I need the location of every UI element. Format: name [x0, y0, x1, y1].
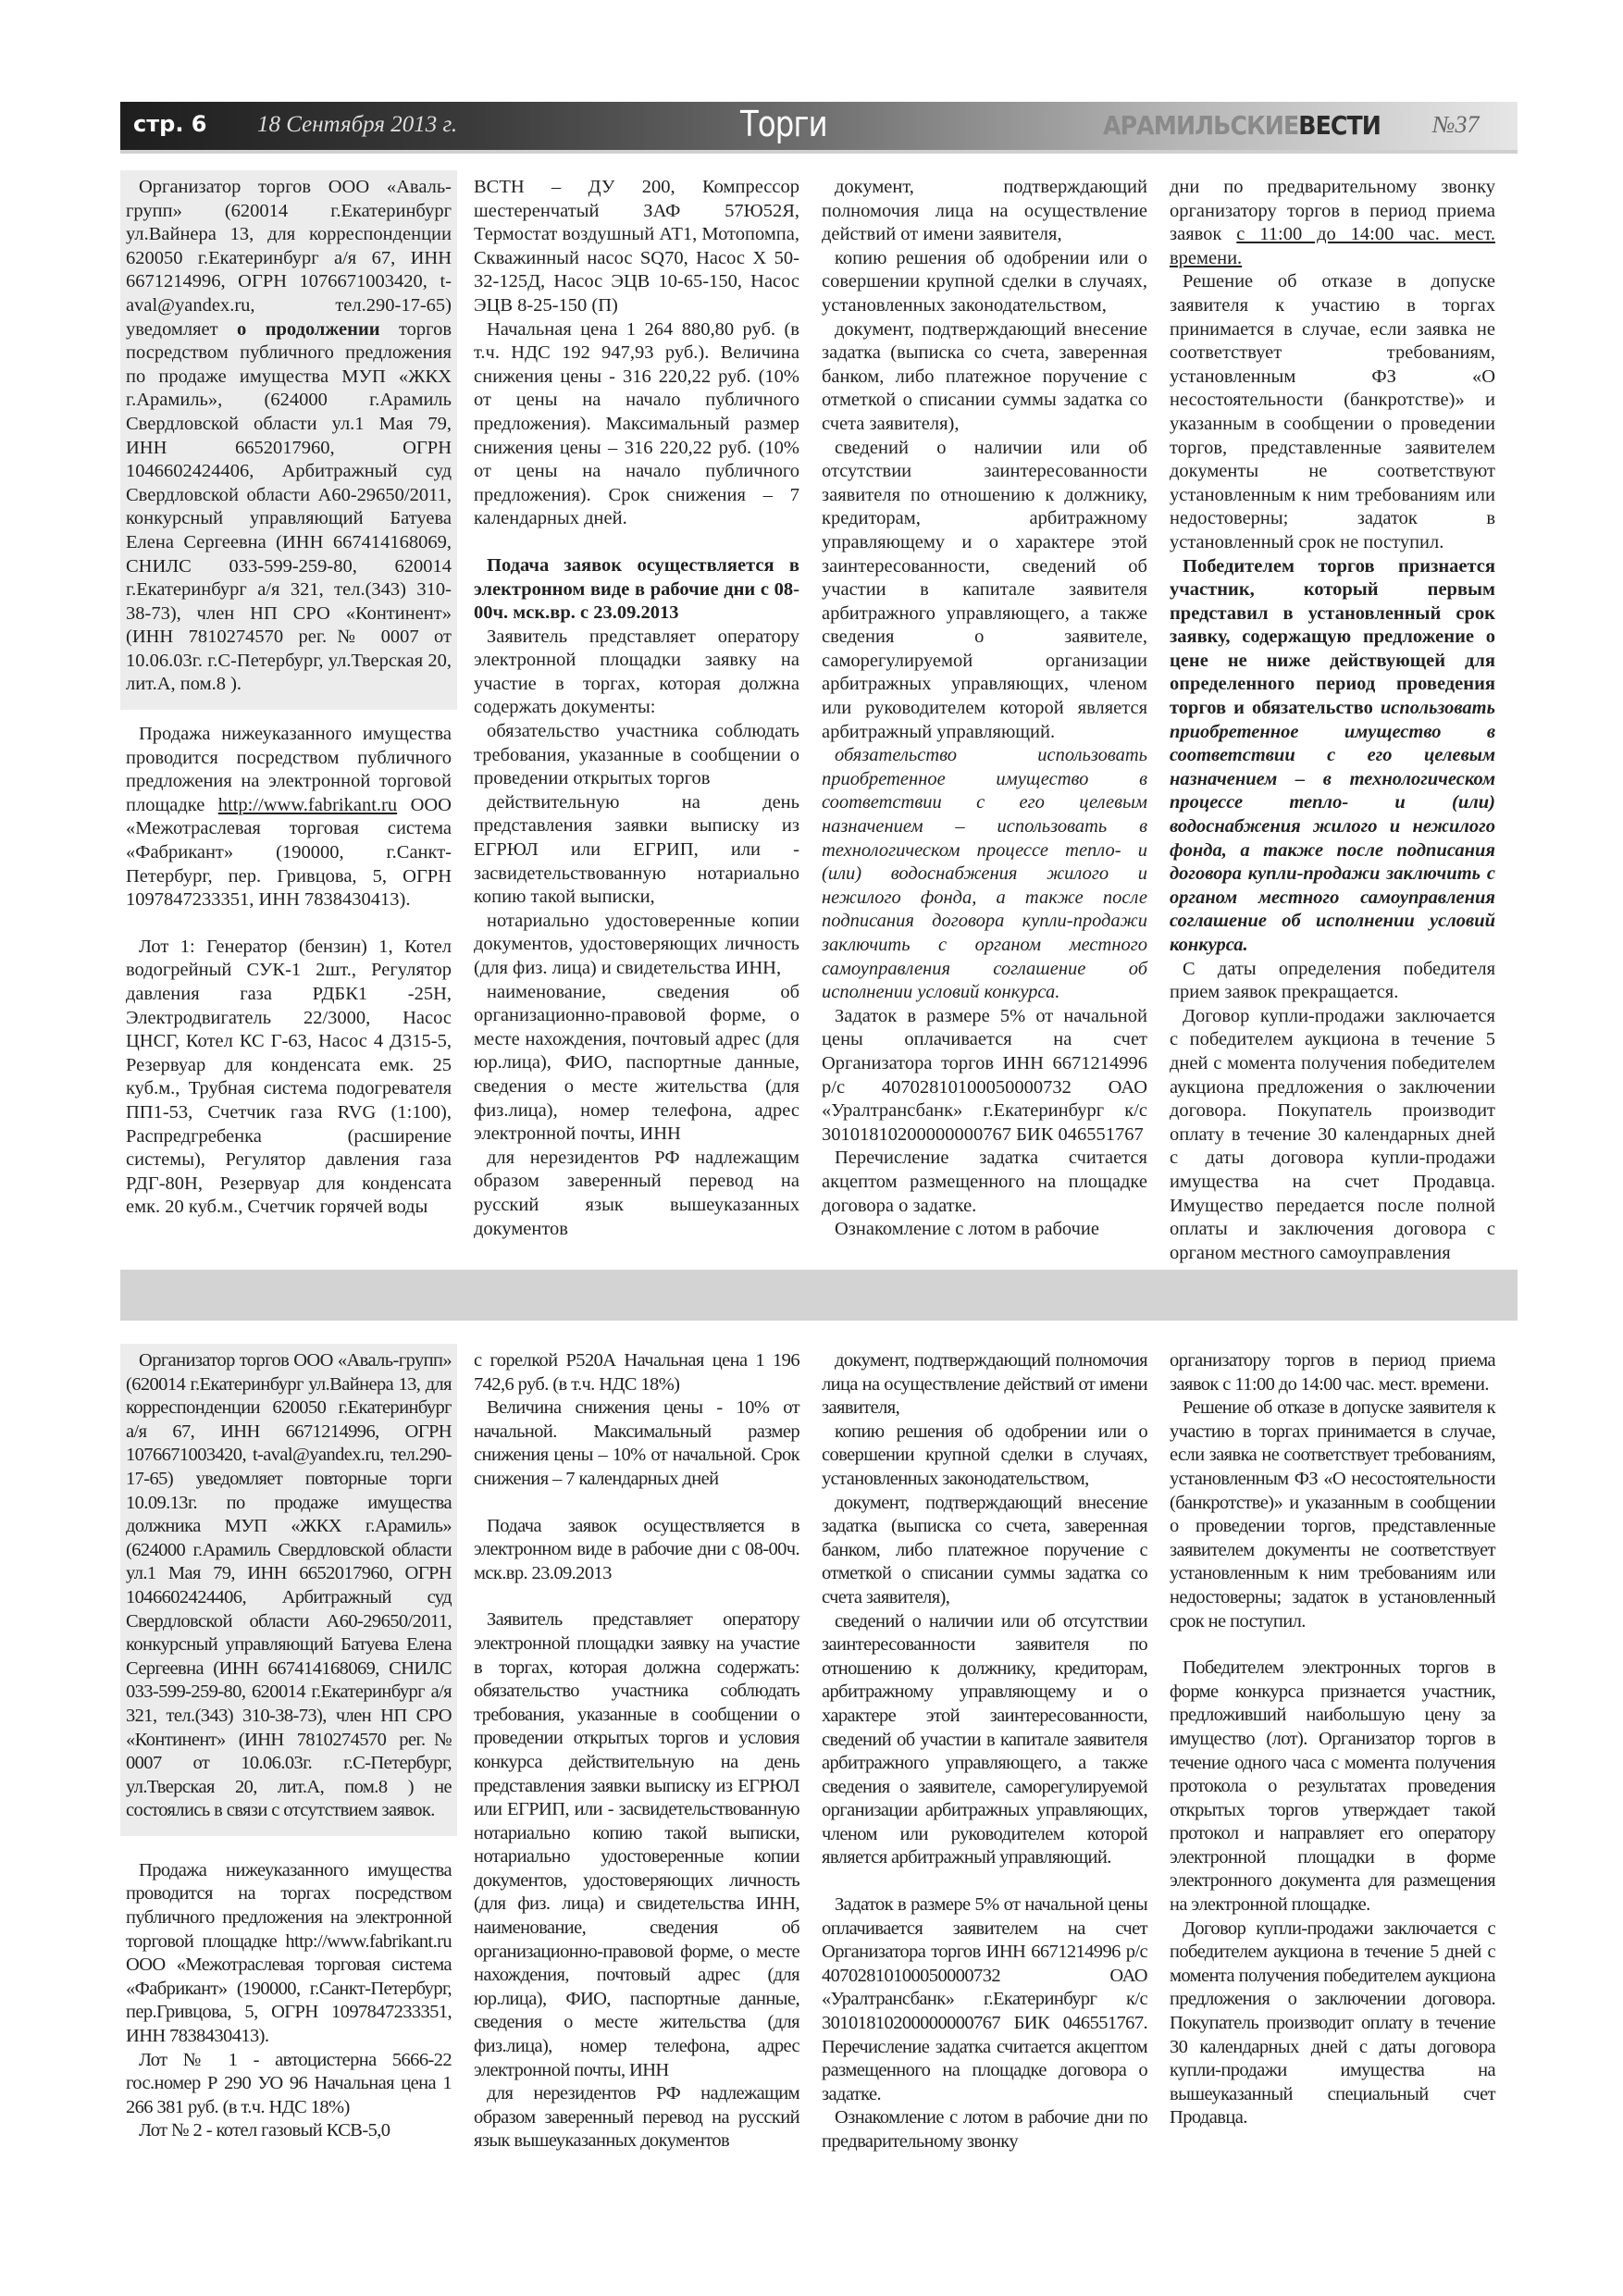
text-run: Задаток в размере 5% от начальной цены оплачивается заявителем на счет Организатора торгов ИНН 6671214996 р/с 40702810100050000732 ОАО «Уралтрансбанк» г.Екатеринбург к/с 30101810200000000767 БИК 046551767. Перечисление задатка считается акцептом размещенного на площадке договора о задатке.: [822, 1894, 1147, 2104]
text-run: использовать приобретенное имущество в соответствии с его целевым назначением – в технологическом процессе тепло- и (или) водоснабжения жилого и нежилого фонда, а также после подписания договора купли-продажи заключить с органом местного самоуправления соглашение об исполнении условий конкурса.: [1170, 698, 1495, 955]
notice-paragraph: [822, 437, 1147, 745]
notice-paragraph: [474, 176, 799, 318]
text-run: ООО «Межотраслевая торговая система «Фабрикант» (190000, г.Санкт-Петербург, пер. Гривцова, 5, ОГРН 1097847233351, ИНН 7838430413).: [126, 794, 452, 911]
notice-paragraph: [474, 554, 799, 626]
notice-paragraph: [822, 1893, 1147, 2106]
column: [822, 176, 1147, 1242]
text-run: наименование, сведения об организационно-правовой форме, о месте нахождения, почтовый адрес (для юр.лица), ФИО, паспортные данные, сведения о месте жительства (для физ.лица), номер телефона, адрес электронной почты, ИНН: [474, 981, 799, 1145]
text-run: нотариально удостоверенные копии документов, удостоверяющих личность (для физ. лица) и свидетельства ИНН,: [474, 910, 799, 978]
column: [126, 1349, 452, 2143]
column: [474, 176, 799, 1241]
notice-paragraph: [822, 1492, 1147, 1610]
notice-paragraph: [822, 1421, 1147, 1492]
text-run: Договор купли-продажи заключается с победителем аукциона в течение 5 дней с момента получения победителем аукциона предложения о заключении договора. Покупатель производит оплату в течение 30 календарных дней с даты договора купли-продажи имущества на вышеуказанный специальный счет Продавца.: [1170, 1917, 1495, 2128]
text-run: копию решения об одобрении или о совершении крупной сделки в случаях, установленных законодательством,: [822, 247, 1147, 316]
text-run: о продолжении: [237, 318, 380, 340]
section-divider: [120, 1270, 1518, 1321]
text-run: Заявитель представляет оператору электронной площадки заявку на участие в торгах, которая должна содержать: обязательство участника соблюдать требования, указанные в сообщении о проведении открытых торгов и условия конкурса действительную на день представления заявки выписку из ЕГРЮЛ или ЕГРИП, или - засвидетельствованную нотариально копию такой выписки, нотариально удостоверенные копии документов, удостоверяющих личность (для физ. лица) и свидетельства ИНН, наименование, сведения об организационно-правовой форме, о месте нахождения, почтовый адрес (для юр.лица), ФИО, паспортные данные, сведения о месте жительства (для физ.лица), номер телефона, адрес электронной почты, ИНН: [474, 1609, 799, 2080]
text-run: с горелкой Р520А Начальная цена 1 196 742,6 руб. (в т.ч. НДС 18%): [474, 1350, 799, 1395]
notice-paragraph: [126, 2119, 452, 2143]
notice-paragraph: [126, 2049, 452, 2120]
issue-date: 18 Сентября 2013 г.: [257, 112, 458, 137]
notice-paragraph: [474, 1349, 799, 1396]
notice-paragraph: [822, 176, 1147, 247]
text-run: для нерезидентов РФ надлежащим образом заверенный перевод на русский язык вышеуказанных документов: [474, 1147, 799, 1239]
text-run: Ознакомление с лотом в рабочие: [835, 1219, 1099, 1240]
notice-paragraph: [474, 318, 799, 531]
notice-paragraph: [474, 1608, 799, 2082]
text-run: документ, подтверждающий внесение задатка (выписка со счета, заверенная банком, либо платежное поручение с отметкой о списании суммы задатка со счета заявителя),: [822, 318, 1147, 434]
column: [822, 1349, 1147, 2154]
notice-paragraph: [126, 936, 452, 1220]
column: [126, 176, 452, 1220]
notice-paragraph: [474, 1515, 799, 1586]
notice-paragraph: [474, 981, 799, 1147]
notice-paragraph: [474, 910, 799, 981]
text-run: Заявитель представляет оператору электронной площадки заявку на участие в торгах, которая должна содержать документы:: [474, 626, 799, 718]
text-run: Величина снижения цены - 10% от начальной. Максимальный размер снижения цены – 10% от начальной. Срок снижения – 7 календарных дней: [474, 1397, 799, 1489]
text-run: для нерезидентов РФ надлежащим образом заверенный перевод на русский язык вышеуказанных документов: [474, 2083, 799, 2152]
underlined-text: с 11:00 до 14:00 час. мест. времени.: [1170, 224, 1496, 268]
notice-paragraph: [1170, 1917, 1495, 2130]
notice-paragraph: [822, 1349, 1147, 1421]
text-run: Перечисление задатка считается акцептом размещенного на площадке договора о задатке.: [822, 1148, 1147, 1216]
underlined-text: http://www.fabrikant.ru: [217, 794, 398, 815]
text-run: торгов посредством публичного предложения по продаже имущества МУП «ЖКХ г.Арамиль», (624000 г.Арамиль Свердловской области ул.1 Мая 79, ИНН 6652017960, ОГРН 1046602424406, Арбитражный суд Свердловской области А60-29650/2011, конкурсный управляющий Батуева Елена Сергеевна (ИНН 667414168069, СНИЛС 033-599-259-80, 620014 г.Екатеринбург а/я 321, тел.(343) 310-38-73), член НП СРО «Континент» (ИНН 7810274570 рег.№ 0007 от 10.06.03г. г.С-Петербург, ул.Тверская 20, лит.А, пом.8 ).: [126, 318, 452, 695]
notice-paragraph: [822, 1005, 1147, 1148]
text-run: обязательство участника соблюдать требования, указанные в сообщении о проведении открытых торгов: [474, 721, 799, 789]
text-run: Лот № 2 - котел газовый КСВ-5,0: [139, 2120, 390, 2141]
notice-paragraph: [1170, 176, 1495, 270]
notice-paragraph: [1170, 958, 1495, 1005]
text-run: копию решения об одобрении или о совершении крупной сделки в случаях, установленных законодательством,: [822, 1421, 1147, 1489]
text-run: Победителем торгов признается участник, который первым представил в установленный срок заявку, содержащую предложение о цене не ниже действующей для определенного период проведения торгов и обязательство: [1170, 555, 1495, 719]
text-run: С даты определения победителя прием заявок прекращается.: [1170, 958, 1495, 1003]
text-run: ВСТН – ДУ 200, Компрессор шестеренчатый ЗАФ 57Ю52Я, Термостат воздушный АТ1, Мотопомпа, Скважинный насос SQ70, Насос Х 50-32-125Д, Насос ЭЦВ 10-65-150, Насос ЭЦВ 8-25-150 (П): [474, 177, 799, 316]
notice-paragraph: [822, 2106, 1147, 2153]
text-run: документ, подтверждающий полномочия лица на осуществление действий от имени заявителя,: [822, 1350, 1147, 1419]
notice-paragraph: [474, 720, 799, 791]
notice-paragraph: [126, 1859, 452, 2049]
text-run: действительную на день представления заявки выписку из ЕГРЮЛ или ЕГРИП, или - засвидетельствованную нотариально копию такой выписки,: [474, 791, 799, 908]
notice-paragraph: [822, 1218, 1147, 1242]
notice-paragraph: [474, 1147, 799, 1241]
notice-paragraph: [1170, 1657, 1495, 1917]
text-run: документ, подтверждающий полномочия лица на осуществление действий от имени заявителя,: [822, 177, 1147, 245]
text-run: Организатор торгов ООО «Аваль-групп» (620014 г.Екатеринбург ул.Вайнера 13, для корреспонденции 620050 г.Екатеринбург а/я 67, ИНН 6671214996, ОГРН 1076671003420, t-aval@yandex.ru, тел.290-17-65) уведомляет повторные торги 10.09.13г. по продаже имущества должника МУП «ЖКХ г.Арамиль» (624000 г.Арамиль Свердловской области ул.1 Мая 79, ИНН 6652017960, ОГРН 1046602424406, Арбитражный суд Свердловской области А60-29650/2011, конкурсный управляющий Батуева Елена Сергеевна (ИНН 667414168069, СНИЛС 033-599-259-80, 620014 г.Екатеринбург а/я 321, тел.(343) 310-38-73), член НП СРО «Континент» (ИНН 7810274570 рег.№ 0007 от 10.06.03г. г.С-Петербург, ул.Тверская 20, лит.А, пом.8 ) не состоялись в связи с отсутствием заявок.: [126, 1350, 452, 1821]
text-run: Договор купли-продажи заключается с победителем аукциона в течение 5 дней с момента получения победителем аукциона предложения о заключении договора. Покупатель производит оплату в течение 30 календарных дней с даты договора купли-продажи имущества на счет Продавца. Имущество передается после полной оплаты и заключения договора с органом местного самоуправления: [1170, 1005, 1495, 1263]
notice-paragraph: [474, 626, 799, 720]
notice-paragraph: [474, 2082, 799, 2153]
column: [1170, 176, 1495, 1265]
text-run: Лот 1: Генератор (бензин) 1, Котел водогрейный СУК-1 2шт., Регулятор давления газа РДБК1 -25Н, Электродвигатель 22/3000, Насос ЦНСГ, Котел КС Г-63, Насос 4 Д315-5, Резервуар для конденсата емк. 25 куб.м., Трубная система подогревателя ПП1-53, Счетчик газа RVG (1:100), Распредгребенка (расширение системы), Регулятор давления газа РДГ-80Н, Резервуар для конденсата емк. 20 куб.м., Счетчик горячей воды: [126, 936, 452, 1218]
notice-paragraph: [822, 744, 1147, 1005]
section-title: Торги: [740, 104, 827, 144]
notice-paragraph: [1170, 1349, 1495, 1396]
text-run: Продажа нижеуказанного имущества проводится на торгах посредством публичного предложения на электронной торговой площадке http://www.fabrikant.ru ООО «Межотраслевая торговая система «Фабрикант» (190000, г.Санкт-Петербург, пер.Гривцова, 5, ОГРН 1097847233351, ИНН 7838430413).: [126, 1859, 452, 2047]
text-run: обязательство использовать приобретенное имущество в соответствии с его целевым назначением – использовать в технологическом процессе тепло- и (или) водоснабжения жилого и нежилого фонда, а также после подписания договора купли-продажи заключить с органом местного самоуправления соглашение об исполнении условий конкурса.: [822, 745, 1147, 1003]
text-run: Решение об отказе в допуске заявителя к участию в торгах принимается в случае, если заявка не соответствует требованиям, установленным ФЗ «О несостоятельности (банкротстве)» и указанным в сообщении о проведении торгов, представленные заявителем документы не соответствуют установленным к ним требованиям или недостоверны; задаток в установленный срок не поступил.: [1170, 271, 1495, 552]
text-run: Начальная цена 1 264 880,80 руб. (в т.ч. НДС 192 947,93 руб.). Величина снижения цены - 316 220,22 руб. (10% от цены на начало публичного предложения). Максимальный размер снижения цены – 316 220,22 руб. (10% от цены на начало публичного предложения). Срок снижения – 7 календарных дней.: [474, 318, 799, 529]
text-run: документ, подтверждающий внесение задатка (выписка со счета, заверенная банком, либо платежное поручение с отметкой о списании суммы задатка со счета заявителя),: [822, 1492, 1147, 1607]
text-run: Лот № 1 - автоцистерна 5666-22 гос.номер Р 290 УО 96 Начальная цена 1 266 381 руб. (в т.ч. НДС 18%): [126, 2049, 452, 2117]
notice-paragraph: [822, 318, 1147, 437]
text-run: организатору торгов в период приема заявок с 11:00 до 14:00 час. мест. времени.: [1170, 1350, 1495, 1395]
column: [474, 1349, 799, 2153]
notice-paragraph: [474, 791, 799, 910]
text-run: Решение об отказе в допуске заявителя к участию в торгах принимается в случае, если заявка не соответствует требованиям, установленным ФЗ «О несостоятельности (банкротстве)» и указанным в сообщении о проведении торгов, представленные заявителем документы не соответствует установленным к ним требованиям или недостоверны; задаток в установленный срок не поступил.: [1170, 1397, 1495, 1632]
newspaper-logo: [1103, 110, 1381, 141]
text-run: Продажа нижеуказанного имущества проводится посредством публичного предложения на электронной торговой площадке: [126, 724, 452, 815]
text-run: Подача заявок осуществляется в электронном виде в рабочие дни с 08-00ч. мск.вр. 23.09.2013: [474, 1515, 799, 1583]
logo-part-2: ВЕСТИ: [1298, 110, 1381, 141]
notice-paragraph: [474, 1396, 799, 1491]
notice-paragraph: [822, 1610, 1147, 1871]
text-run: сведений о наличии или об отсутствии заинтересованности заявителя по отношению к должнику, кредиторам, арбитражному управляющему и о характере этой заинтересованности, сведений об участии в капитале заявителя арбитражного управляющего, а также сведения о заявителе, саморегулируемой организации арбитражных управляющих, членом или руководителем которой является арбитражный управляющий.: [822, 1610, 1147, 1868]
issue-number: №37: [1432, 111, 1480, 138]
notice-paragraph: [822, 1147, 1147, 1218]
notice-paragraph: [120, 1344, 457, 1836]
text-run: Ознакомление с лотом в рабочие дни по предварительному звонку: [822, 2107, 1147, 2152]
notice-paragraph: [1170, 1005, 1495, 1266]
notice-paragraph: [1170, 555, 1495, 958]
logo-part-1: АРАМИЛЬСКИЕ: [1103, 110, 1299, 141]
notice-paragraph: [120, 170, 457, 710]
text-run: Подача заявок осуществляется в электронном виде в рабочие дни с 08-00ч. мск.вр. с 23.09.2013: [474, 554, 799, 624]
text-run: сведений о наличии или об отсутствии заинтересованности заявителя по отношению к должнику, кредиторам, арбитражному управляющему и о характере этой заинтересованности, сведений об участии в капитале заявителя арбитражного управляющего, а также сведения о заявителе, саморегулируемой организации арбитражных управляющих, членом или руководителем которой является арбитражный управляющий.: [822, 437, 1147, 742]
column: [1170, 1349, 1495, 2130]
page-header: [120, 102, 1518, 150]
text-run: дни по предварительному звонку организатору торгов в период приема заявок: [1170, 177, 1495, 245]
text-run: Задаток в размере 5% от начальной цены оплачивается на счет Организатора торгов ИНН 6671214996 р/с 40702810100050000732 ОАО «Уралтрансбанк» г.Екатеринбург к/с 30101810200000000767 БИК 046551767: [822, 1005, 1147, 1145]
text-run: Организатор торгов ООО «Аваль-групп» (620014 г.Екатеринбург ул.Вайнера 13, для корреспонденции 620050 г.Екатеринбург а/я 67, ИНН 6671214996, ОГРН 1076671003420, t-aval@yandex.ru, тел.290-17-65) уведомляет: [126, 177, 452, 340]
text-run: Победителем электронных торгов в форме конкурса признается участник, предложивший наибольшую цену за имущество (лот). Организатор торгов в течение одного часа с момента получения протокола о результатах проведения открытых торгов утверждает такой протокол и направляет его оператору электронной площадки в форме электронного документа для размещения на электронной площадке.: [1170, 1657, 1495, 1916]
notice-paragraph: [1170, 270, 1495, 554]
notice-paragraph: [126, 723, 452, 912]
notice-paragraph: [822, 247, 1147, 318]
page-number: стр. 6: [133, 111, 207, 137]
notice-paragraph: [1170, 1396, 1495, 1633]
